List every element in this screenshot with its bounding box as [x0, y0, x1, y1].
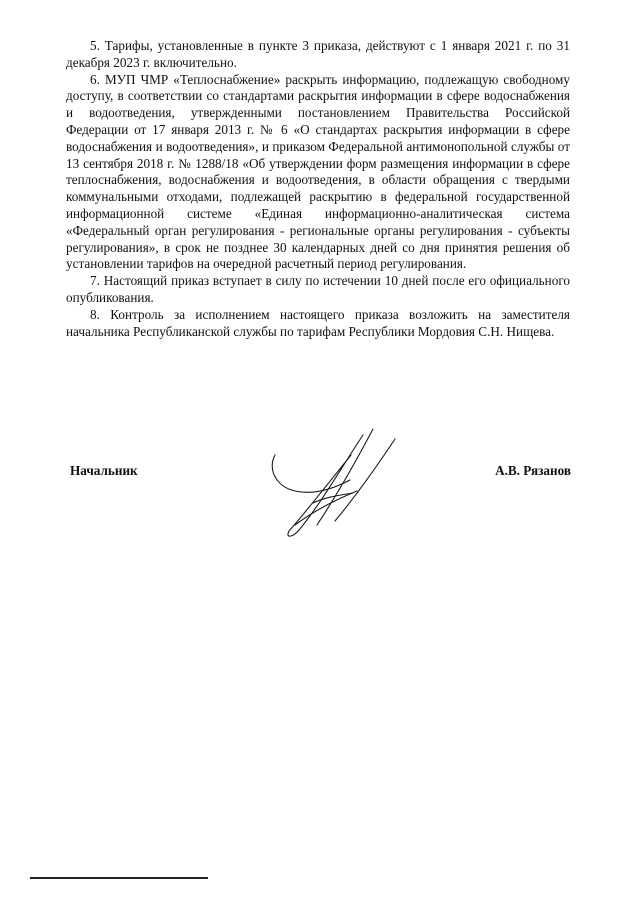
handwritten-signature	[255, 425, 415, 550]
document-body	[66, 38, 570, 340]
paragraph-5: 5. Тарифы, установленные в пункте 3 приказа, действуют с 1 января 2021 г. по 31 декабря 2023 г. включительно.	[66, 38, 570, 70]
signatory-position: Начальник	[70, 463, 138, 478]
paragraph-8: 8. Контроль за исполнением настоящего приказа возложить на заместителя начальника Республиканской службы по тарифам Республики Мордовия С.Н. Нищева.	[66, 306, 570, 339]
paragraph-6: 6. МУП ЧМР «Теплоснабжение» раскрыть информацию, подлежащую свободному доступу, в соответствии со стандартами раскрытия информации в сфере водоснабжения и водоотведения, утвержденными постановлением Правительства Российской Федерации от 17 января 2013 г. № 6 «О стандартах раскрытия информации в сфере водоснабжения и водоотведения», и приказом Федеральной антимонопольной службы от 13 сентября 2018 г. № 1288/18 «Об утверждении форм размещения информации в сфере теплоснабжения, водоснабжения и водоотведения, в области обращения с твердыми коммунальными отходами, подлежащей раскрытию в федеральной государственной информационной системе «Единая информационно-аналитическая система «Федеральный орган регулирования - региональные органы регулирования - субъекты регулирования», в срок не позднее 30 календарных дней со дня принятия решения об установлении тарифов на очередной расчетный период регулирования.	[66, 71, 570, 272]
paragraph-7: 7. Настоящий приказ вступает в силу по истечении 10 дней после его официального опубликования.	[66, 273, 570, 305]
signatory-name: А.В. Рязанов	[495, 463, 571, 478]
footer-divider	[30, 877, 208, 879]
